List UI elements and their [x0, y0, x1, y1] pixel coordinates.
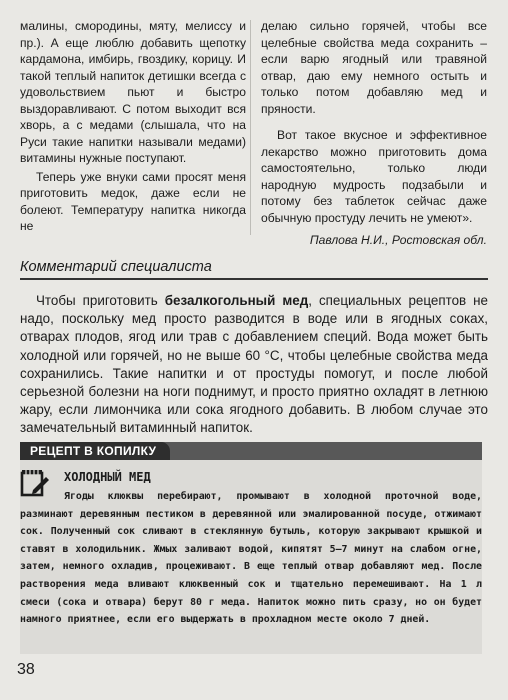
recipe-text: [20, 488, 482, 629]
specialist-comment: [20, 292, 488, 438]
left-column: [20, 18, 246, 235]
specialist-text-start: Чтобы приготовить: [36, 293, 165, 308]
left-paragraph-1: малины, смородины, мяту, мелиссу и пр.). А еще люблю добавить щепотку кардамона, имбирь, гвоздику, корицу. И такой теплый напиток детишки всегда с удовольствием пьют и быстро выздоравливают. С потом выходит вся хворь, а с медами (слышала, что на Руси такие напитки называли медами) витамины нужные поступают.: [20, 19, 246, 165]
recipe-tab-label: РЕЦЕПТ В КОПИЛКУ: [20, 442, 170, 460]
recipe-header-bar: [20, 442, 482, 460]
specialist-text-rest: , специальных рецептов не надо, поскольку мед просто разводится в воде или в ягодных соках, отварах плодов, ягод или трав с добавлением специй. Вода может быть холодной или горячей, но не выше 60 °С, чтобы целебные свойства меда сохранились. Такие напитки и от простуды помогут, и после любой серьезной болезни на ноги поднимут, и просто приятно охладят в летнюю жару, если лимончика или сока ягодного добавить. В любом случае это замечательный витаминный напиток.: [20, 293, 489, 436]
recipe-paragraph: Ягоды клюквы перебирают, промывают в холодной проточной воде, разминают деревянным пестиком в деревянной или эмалированной посуде, отжимают сок. Полученный сок сливают в стеклянную бутыль, которую закрывают крышкой и ставят в холодильник. Жмых заливают водой, кипятят 5–7 минут на слабом огне, затем, немного охладив, процеживают. В еще теплый отвар добавляют мед. После растворения меда вливают клюквенный сок и тщательно перемешивают. На 1 л смеси (сока и отвара) берут 80 г меда. Напиток можно пить сразу, но он будет намного приятнее, если его выдержать в прохладном месте около 7 дней.: [20, 491, 482, 626]
specialist-heading: Комментарий специалиста: [20, 259, 488, 280]
specialist-paragraph: [20, 292, 488, 438]
left-paragraph-2: Теперь уже внуки сами просят меня приготовить медок, даже если не болеют. Температуру напитка никогда не: [20, 169, 246, 233]
right-paragraph-1: делаю сильно горячей, чтобы все целебные свойства меда сохранить – если варю ягодный или травяной отвар, даю ему немного остыть и только потом добавляю мед и пряности.: [261, 19, 487, 116]
column-divider: [250, 20, 251, 235]
recipe-title: ХОЛОДНЫЙ МЕД: [64, 470, 151, 484]
specialist-bold-phrase: безалкогольный мед: [164, 293, 309, 308]
signature: Павлова Н.И., Ростовская обл.: [309, 233, 487, 247]
page-number: 38: [17, 661, 35, 678]
right-paragraph-2: Вот такое вкусное и эффективное лекарство можно приготовить дома самостоятельно, только люди народную мудрость подзабыли и потому без таблеток сейчас даже обычную простуду лечить не умеют».: [261, 128, 487, 225]
right-column: [261, 18, 487, 249]
